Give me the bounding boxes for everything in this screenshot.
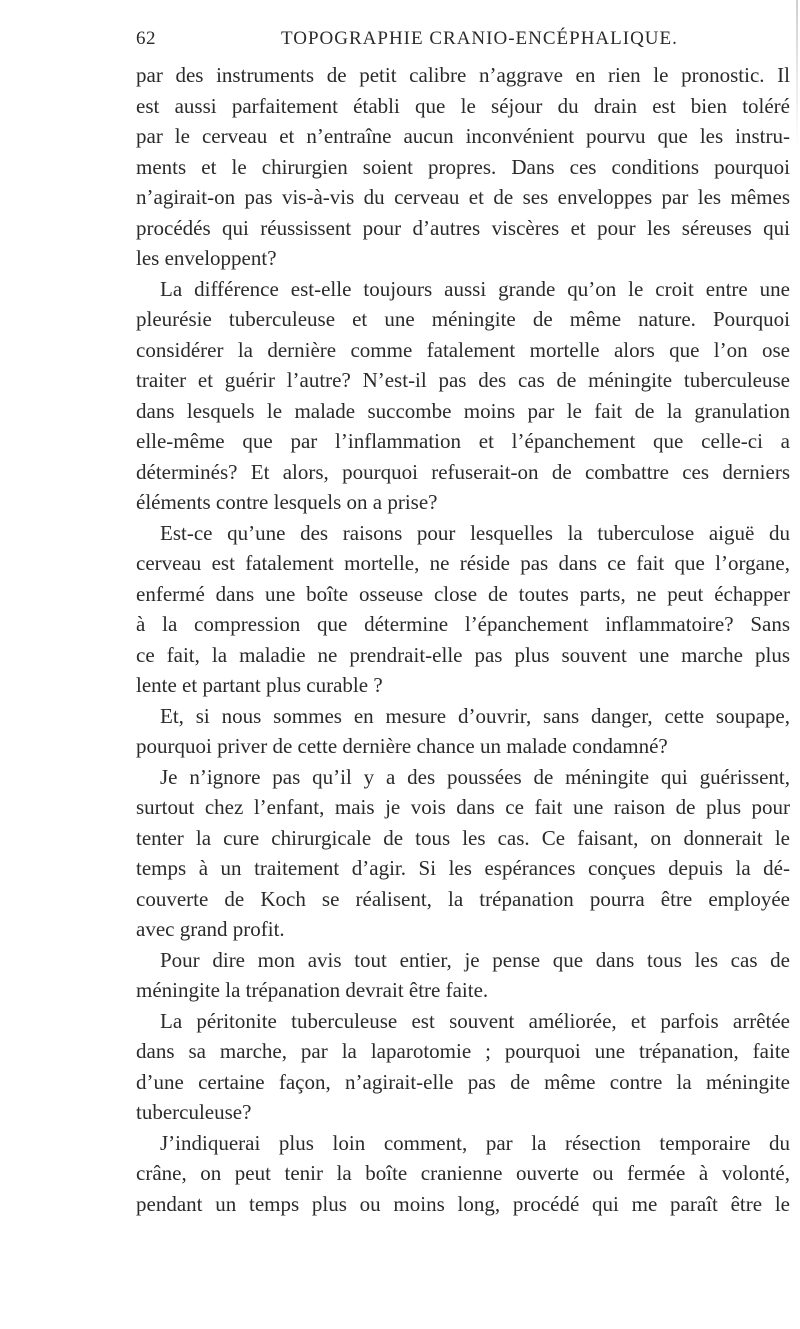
text-line: ments et le chirurgien soient propres. Dans ces conditions pourquoi (136, 154, 790, 179)
text-line: temps à un traitement d’agir. Si les espérances conçues depuis la dé- (136, 856, 790, 880)
body-text (136, 60, 790, 1219)
text-line: Je n’ignore pas qu’il y a des poussées de méningite qui guérissent, (160, 764, 790, 789)
text-line: n’agirait-on pas vis-à-vis du cerveau et de ses enveloppes par les mêmes (136, 185, 790, 209)
text-line: ce fait, la maladie ne prendrait-elle pas plus souvent une marche plus (136, 642, 790, 667)
page-edge-shadow (796, 0, 798, 150)
text-line: les enveloppent? (136, 246, 277, 270)
text-line: traiter et guérir l’autre? N’est-il pas des cas de méningite tuberculeuse (136, 368, 790, 392)
page-header (136, 28, 790, 56)
text-line: considérer la dernière comme fatalement mortelle alors que l’on ose (136, 337, 790, 362)
text-line: tuberculeuse? (136, 1100, 252, 1124)
text-line: d’une certaine façon, n’agirait-elle pas de même contre la méningite (136, 1069, 790, 1094)
text-line: lente et partant plus curable ? (136, 673, 383, 697)
text-line: à la compression que détermine l’épanchement inflammatoire? Sans (136, 612, 790, 636)
text-line: par le cerveau et n’entraîne aucun inconvénient pourvu que les instru- (136, 124, 790, 148)
text-line: J’indiquerai plus loin comment, par la résection temporaire du (160, 1130, 790, 1155)
text-line: cerveau est fatalement mortelle, ne réside pas dans ce fait que l’organe, (136, 551, 790, 575)
text-line: La péritonite tuberculeuse est souvent améliorée, et parfois arrêtée (160, 1008, 790, 1033)
text-line: Pour dire mon avis tout entier, je pense que dans tous les cas de (160, 947, 790, 972)
text-line: pleurésie tuberculeuse et une méningite de même nature. Pourquoi (136, 307, 790, 331)
text-line: procédés qui réussissent pour d’autres viscères et pour les séreuses qui (136, 215, 790, 240)
text-line: Est-ce qu’une des raisons pour lesquelles la tuberculose aiguë du (160, 520, 790, 545)
text-line: La différence est-elle toujours aussi grande qu’on le croit entre une (160, 276, 790, 301)
text-line: enfermé dans une boîte osseuse close de toutes parts, ne peut échapper (136, 581, 790, 606)
text-line: dans lesquels le malade succombe moins par le fait de la granulation (136, 398, 790, 423)
running-title: TOPOGRAPHIE CRANIO-ENCÉPHALIQUE. (281, 28, 678, 49)
text-line: Et, si nous sommes en mesure d’ouvrir, sans danger, cette soupape, (160, 703, 790, 728)
text-line: pendant un temps plus ou moins long, procédé qui me paraît être le (136, 1191, 790, 1216)
text-line: dans sa marche, par la laparotomie ; pourquoi une trépanation, faite (136, 1039, 790, 1063)
text-line: éléments contre lesquels on a prise? (136, 490, 438, 514)
text-line: pourquoi priver de cette dernière chance un malade condamné? (136, 734, 668, 758)
text-line: surtout chez l’enfant, mais je vois dans ce fait une raison de plus pour (136, 795, 790, 819)
text-line: par des instruments de petit calibre n’aggrave en rien le pronostic. Il (136, 63, 790, 87)
text-line: crâne, on peut tenir la boîte cranienne ouverte ou fermée à volonté, (136, 1161, 790, 1185)
text-line: est aussi parfaitement établi que le séjour du drain est bien toléré (136, 93, 790, 118)
text-line: méningite la trépanation devrait être faite. (136, 978, 489, 1002)
text-line: couverte de Koch se réalisent, la trépanation pourra être employée (136, 886, 790, 911)
page-number: 62 (136, 28, 156, 49)
text-line: déterminés? Et alors, pourquoi refuserait-on de combattre ces derniers (136, 459, 790, 484)
text-line: avec grand profit. (136, 917, 285, 941)
text-line: tenter la cure chirurgicale de tous les cas. Ce faisant, on donnerait le (136, 825, 790, 850)
text-line: elle-même que par l’inflammation et l’épanchement que celle-ci a (136, 429, 790, 453)
